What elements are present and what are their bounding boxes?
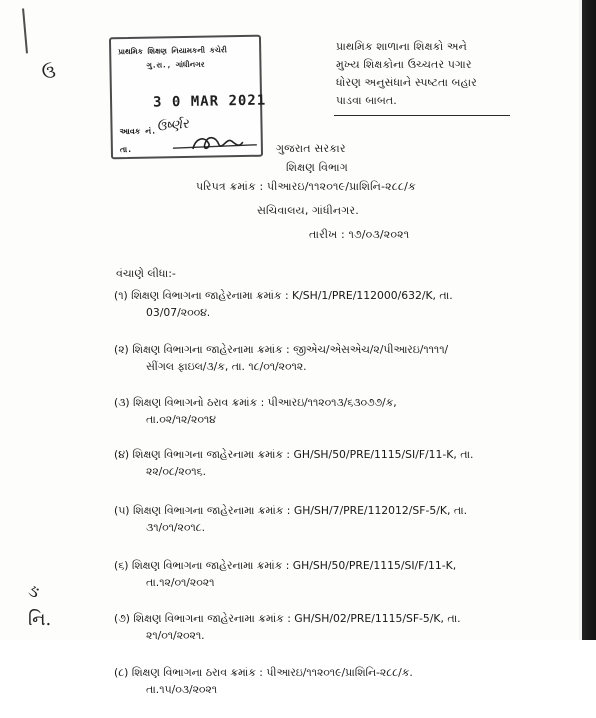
reference-line: (૨) શિક્ષણ વિભાગના જાહેરનામા ક્રમાંક : જીએચ/એસએચ/૨/પીઆરઇ/૧૧૧૧/ [114,343,449,356]
reference-item [114,502,522,536]
reference-item [114,610,522,644]
reference-line-continuation: 03/07/૨૦૦૪. [146,306,211,319]
reference-line-continuation: ૨૨/૦૮/૨૦૧૬. [146,465,206,478]
reference-line: (૭) શિક્ષણ વિભાગના જાહેરનામા ક્રમાંક : GH/SH/02/PRE/1115/SF-5/K, તા. [114,612,461,625]
subject-line: મુખ્ય શિક્ષકોના ઉચ્ચતર પગાર [336,58,472,71]
subject-underline-rule [334,115,510,117]
reference-line-continuation: તા.૦૨/૧૨/૨૦૧૪ [146,413,216,426]
reference-line-continuation: તા.૧૫/૦૩/૨૦૨૧ [146,683,218,696]
reference-line-continuation: ૨૧/૦૧/૨૦૨૧. [146,629,205,642]
reference-line: (૫) શિક્ષણ વિભાગના જાહેરનામા ક્રમાંક : GH/SH/7/PRE/112012/SF-5/K, તા. [114,504,468,517]
page-right-edge-shadow [579,0,596,640]
reference-item [114,341,522,375]
reference-line-continuation: સીંગલ ફાઇલ/૩/ક, તા. ૧૮/૦૧/૨૦૧૨. [146,360,307,373]
stamp-signature-scribble [171,133,259,157]
reference-item [114,446,522,480]
subject-line: ધોરણ અનુસંધાને સ્પષ્ટતા બહાર [336,76,477,89]
department-name: શિક્ષણ વિભાગ [286,161,348,174]
circular-number: પરિપત્ર ક્રમાંક : પીઆરઇ/૧૧૨૦૧૯/પ્રાશિનિ-૨૮૮/ક [196,180,416,193]
subject-text [336,38,514,110]
read-references-heading: વંચાણે લીધા:- [116,267,176,280]
stamp-office-line-1: પ્રાથમિક શિક્ષણ નિયામકની કચેરી [118,45,227,57]
binder-pen-mark [22,8,38,54]
margin-note-line: ઙ [28,581,40,602]
stamp-date: 3 0 MAR 2021 [152,92,267,111]
bottom-left-margin-note [28,578,51,634]
margin-note-line: નિ. [28,609,52,630]
stamp-inward-number: ઉર્ષ્ણર [155,116,190,135]
reference-item [114,287,522,321]
inward-office-stamp [109,35,267,160]
stamp-inward-label: આવક નં. [119,126,157,137]
subject-line: પાડવા બાબત. [336,94,397,107]
reference-line: (૩) શિક્ષણ વિભાગનો ઠરાવ ક્રમાંક : પીઆરઇ/૧૧૨૦૧૩/૬૩૦૭૭/ક, [114,396,397,409]
reference-line: (૬) શિક્ષણ વિભાગના જાહેરનામા ક્રમાંક : GH/SH/50/PRE/1115/SI/F/11-K, [114,559,457,572]
circular-date: તારીખ : ૧૭/૦૩/૨૦૨૧ [309,228,410,241]
reference-item [114,664,522,698]
stamp-date-label: તા. [119,144,133,155]
reference-line-continuation: તા.૧૨/૦૧/૨૦૨૧ [146,576,215,589]
reference-item [114,394,522,428]
subject-line: પ્રાથમિક શાળાના શિક્ષકો અને [336,40,467,53]
reference-line: (૧) શિક્ષણ વિભાગના જાહેરનામા ક્રમાંક : K/SH/1/PRE/112000/632/K, તા. [114,289,453,302]
top-left-margin-note: ઉ [40,61,58,84]
reference-line: (૮) શિક્ષણ વિભાગના ઠરાવ ક્રમાંક : પીઆરઇ/૧૧૨૦૧૯/પ્રાશિનિ-૨૮૮/ક. [114,666,413,679]
reference-line-continuation: ૩૧/૦૧/૨૦૧૮. [146,521,206,534]
reference-line: (૪) શિક્ષણ વિભાગના જાહેરનામા ક્રમાંક : GH/SH/50/PRE/1115/SI/F/11-K, તા. [114,448,474,461]
reference-list [114,287,522,718]
reference-item [114,557,522,591]
government-name: ગુજરાત સરકાર [276,142,346,155]
issuing-place: સચિવાલય, ગાંધીનગર. [257,204,359,217]
stamp-office-line-2: ગુ.રા., ગાંધીનગર [146,59,205,70]
